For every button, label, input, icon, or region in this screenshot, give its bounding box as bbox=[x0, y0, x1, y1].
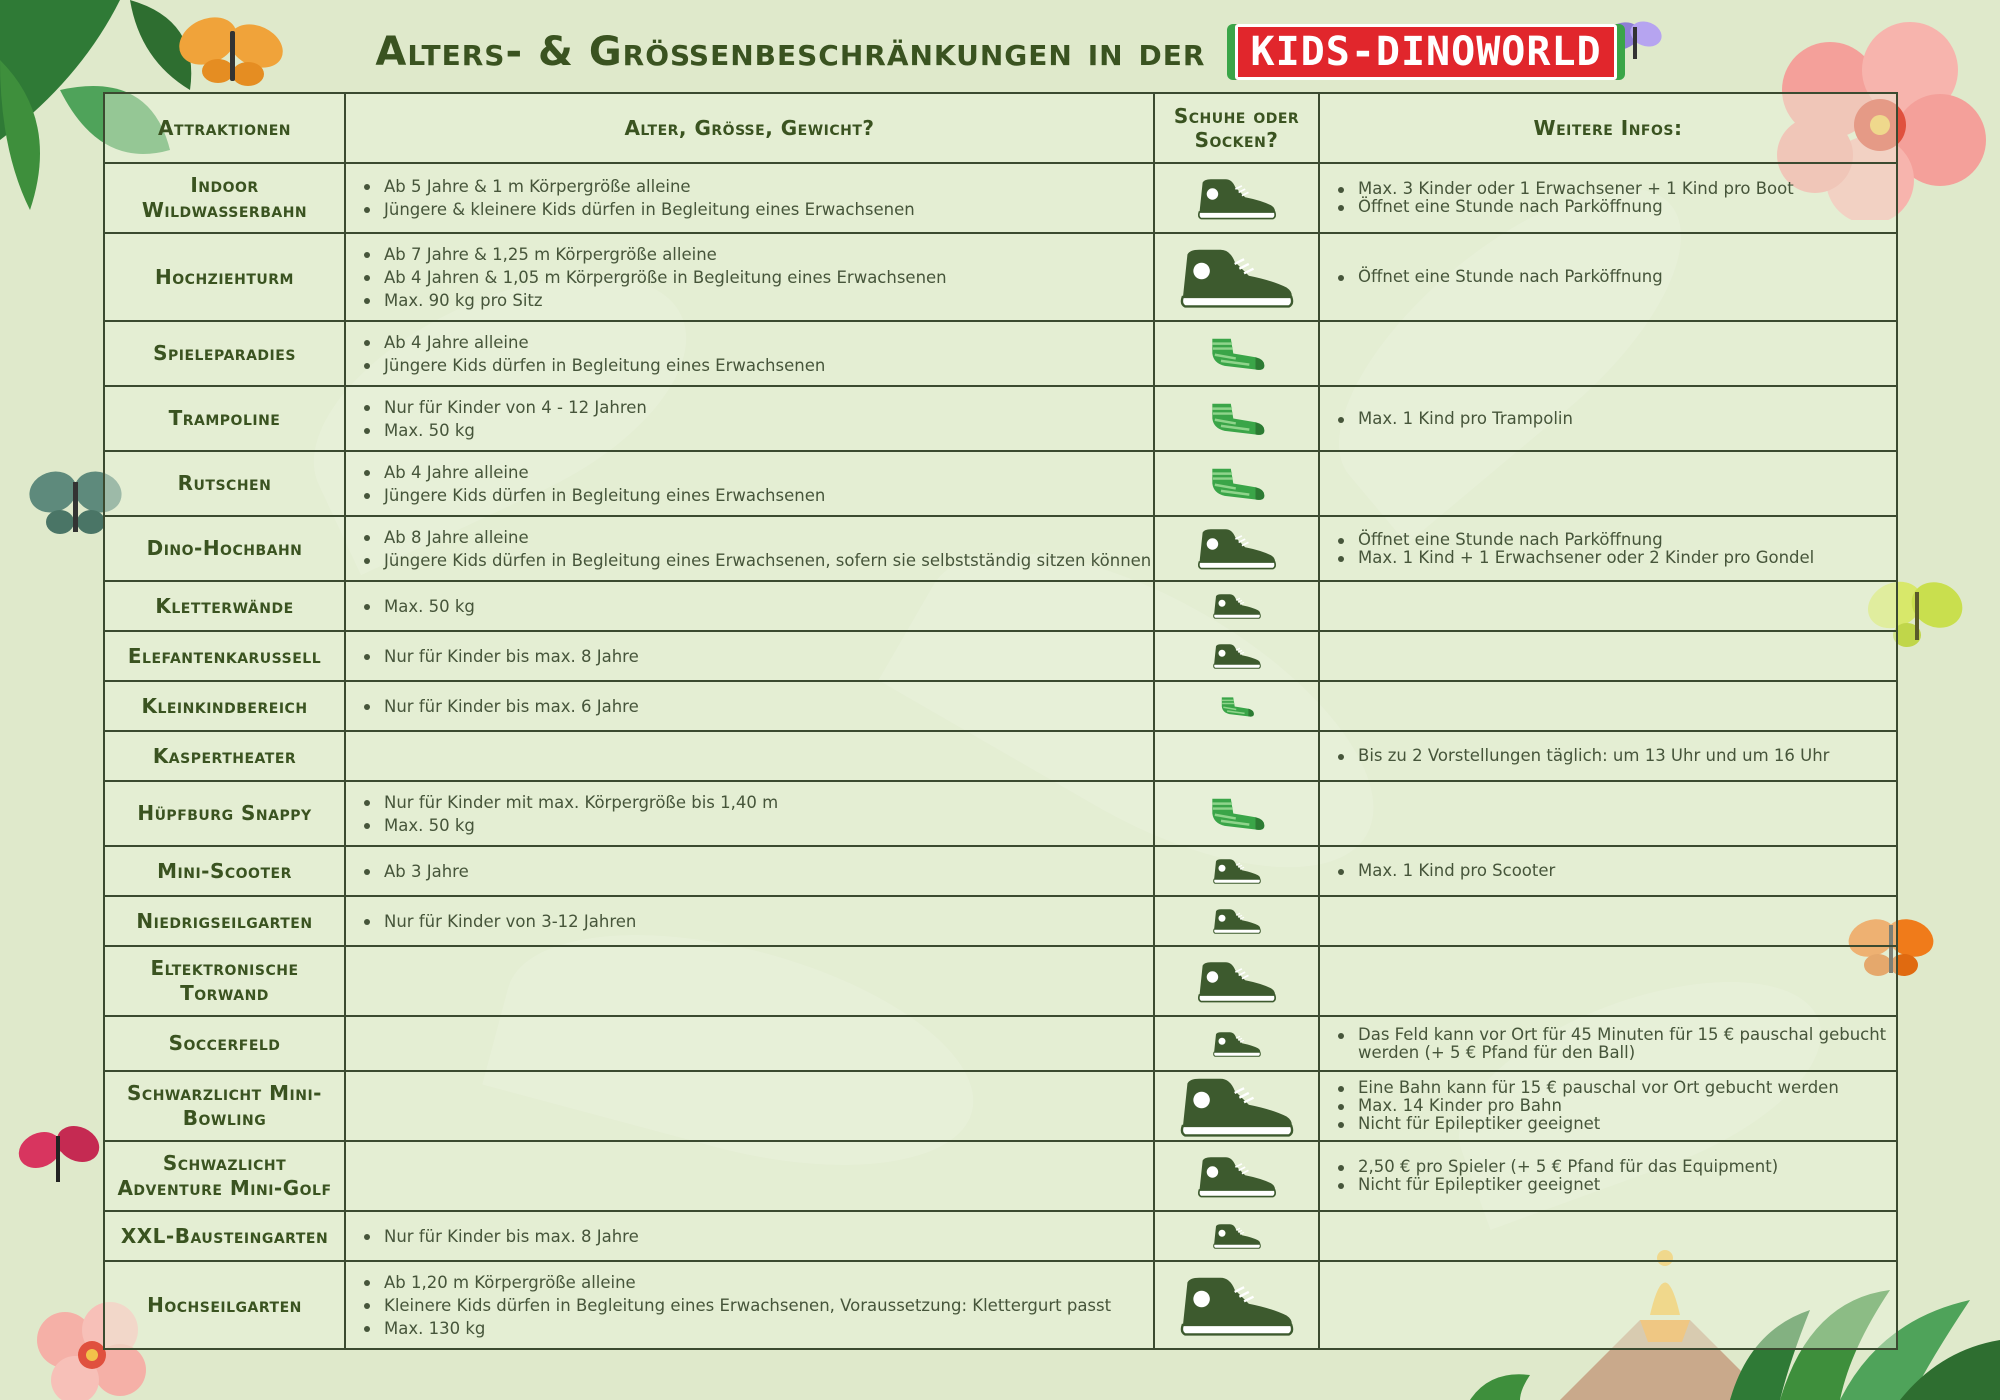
restrictions-cell bbox=[345, 846, 1154, 896]
sock-icon bbox=[1206, 803, 1268, 822]
table-row bbox=[104, 946, 1897, 1016]
sock-icon bbox=[1206, 473, 1268, 492]
restriction-item: Nur für Kinder bis max. 8 Jahre bbox=[364, 645, 1153, 668]
info-cell bbox=[1319, 321, 1897, 386]
header-restrictions: Alter, Größe, Gewicht? bbox=[345, 93, 1154, 163]
table-row bbox=[104, 1071, 1897, 1141]
shoe-icon bbox=[1196, 538, 1278, 557]
shoe-icon bbox=[1212, 1226, 1262, 1245]
restrictions-cell bbox=[345, 516, 1154, 581]
attraction-name: Hüpfburg Snappy bbox=[104, 781, 345, 846]
footwear-cell bbox=[1154, 1016, 1319, 1071]
table-row bbox=[104, 1016, 1897, 1071]
footwear-cell bbox=[1154, 731, 1319, 781]
info-item: Max. 14 Kinder pro Bahn bbox=[1338, 1097, 1896, 1115]
attraction-name: Dino-Hochbahn bbox=[104, 516, 345, 581]
info-item: Max. 1 Kind pro Scooter bbox=[1338, 862, 1896, 880]
restrictions-cell bbox=[345, 163, 1154, 233]
restriction-item: Max. 50 kg bbox=[364, 595, 1153, 618]
info-cell bbox=[1319, 781, 1897, 846]
info-cell bbox=[1319, 731, 1897, 781]
table-row bbox=[104, 731, 1897, 781]
info-cell bbox=[1319, 451, 1897, 516]
shoe-icon bbox=[1212, 1033, 1262, 1052]
kids-dinoworld-logo bbox=[1227, 24, 1624, 80]
info-item: Das Feld kann vor Ort für 45 Minuten für 15 € pauschal gebucht werden (+ 5 € Pfand für den Ball) bbox=[1338, 1026, 1896, 1062]
footwear-cell bbox=[1154, 846, 1319, 896]
restriction-item: Kleinere Kids dürfen in Begleitung eines Erwachsenen, Voraussetzung: Klettergurt passt bbox=[364, 1294, 1153, 1317]
info-cell bbox=[1319, 163, 1897, 233]
restriction-item: Ab 4 Jahren & 1,05 m Körpergröße in Begleitung eines Erwachsenen bbox=[364, 266, 1153, 289]
footwear-cell bbox=[1154, 1261, 1319, 1349]
info-item: Bis zu 2 Vorstellungen täglich: um 13 Uhr und um 16 Uhr bbox=[1338, 747, 1896, 765]
restrictions-cell bbox=[345, 1141, 1154, 1211]
table-row bbox=[104, 321, 1897, 386]
attraction-name: Niedrigseilgarten bbox=[104, 896, 345, 946]
info-cell bbox=[1319, 846, 1897, 896]
attraction-name: Spieleparadies bbox=[104, 321, 345, 386]
shoe-icon bbox=[1196, 971, 1278, 990]
info-cell bbox=[1319, 386, 1897, 451]
footwear-cell bbox=[1154, 516, 1319, 581]
attractions-table bbox=[103, 92, 1898, 1350]
footwear-cell bbox=[1154, 781, 1319, 846]
restriction-item: Ab 4 Jahre alleine bbox=[364, 331, 1153, 354]
info-cell bbox=[1319, 1211, 1897, 1261]
info-item: Nicht für Epileptiker geeignet bbox=[1338, 1176, 1896, 1194]
page-title: Alters- & Größenbeschränkungen in der bbox=[375, 29, 1206, 75]
table-row bbox=[104, 1141, 1897, 1211]
footwear-cell bbox=[1154, 233, 1319, 321]
restrictions-cell bbox=[345, 233, 1154, 321]
shoe-icon bbox=[1178, 267, 1296, 286]
attraction-name: Kaspertheater bbox=[104, 731, 345, 781]
header-footwear: Schuhe oder Socken? bbox=[1154, 93, 1319, 163]
info-item: Öffnet eine Stunde nach Parköffnung bbox=[1338, 268, 1896, 286]
info-item: Öffnet eine Stunde nach Parköffnung bbox=[1338, 531, 1896, 549]
attraction-name: Schwarzlicht Mini-Bowling bbox=[104, 1071, 345, 1141]
footwear-cell bbox=[1154, 321, 1319, 386]
attraction-name: Trampoline bbox=[104, 386, 345, 451]
table-row bbox=[104, 1261, 1897, 1349]
info-cell bbox=[1319, 1261, 1897, 1349]
shoe-icon bbox=[1212, 596, 1262, 615]
table-row bbox=[104, 846, 1897, 896]
restrictions-cell bbox=[345, 731, 1154, 781]
attraction-name: Kleinkindbereich bbox=[104, 681, 345, 731]
table-row bbox=[104, 163, 1897, 233]
attraction-name: Rutschen bbox=[104, 451, 345, 516]
table-row bbox=[104, 581, 1897, 631]
shoe-icon bbox=[1178, 1096, 1296, 1115]
attraction-name: Indoor Wildwasserbahn bbox=[104, 163, 345, 233]
restriction-item: Nur für Kinder von 3-12 Jahren bbox=[364, 910, 1153, 933]
shoe-icon bbox=[1212, 861, 1262, 880]
info-cell bbox=[1319, 516, 1897, 581]
butterfly-pink-icon bbox=[14, 1118, 104, 1194]
restriction-item: Max. 50 kg bbox=[364, 814, 1153, 837]
info-item: Eine Bahn kann für 15 € pauschal vor Ort gebucht werden bbox=[1338, 1079, 1896, 1097]
restriction-item: Jüngere Kids dürfen in Begleitung eines Erwachsenen, sofern sie selbstständig sitzen können bbox=[364, 549, 1153, 572]
restriction-item: Ab 4 Jahre alleine bbox=[364, 461, 1153, 484]
info-item: Max. 1 Kind + 1 Erwachsener oder 2 Kinder pro Gondel bbox=[1338, 549, 1896, 567]
restriction-item: Ab 5 Jahre & 1 m Körpergröße alleine bbox=[364, 175, 1153, 198]
restriction-item: Ab 1,20 m Körpergröße alleine bbox=[364, 1271, 1153, 1294]
footwear-cell bbox=[1154, 386, 1319, 451]
restriction-item: Max. 50 kg bbox=[364, 419, 1153, 442]
table-row bbox=[104, 896, 1897, 946]
restriction-item: Nur für Kinder bis max. 6 Jahre bbox=[364, 695, 1153, 718]
sock-icon bbox=[1206, 343, 1268, 362]
restrictions-cell bbox=[345, 1071, 1154, 1141]
restriction-item: Jüngere & kleinere Kids dürfen in Begleitung eines Erwachsenen bbox=[364, 198, 1153, 221]
restrictions-cell bbox=[345, 1211, 1154, 1261]
table-row bbox=[104, 233, 1897, 321]
header-info: Weitere Infos: bbox=[1319, 93, 1897, 163]
info-cell bbox=[1319, 681, 1897, 731]
table-row bbox=[104, 1211, 1897, 1261]
table-row bbox=[104, 681, 1897, 731]
restrictions-cell bbox=[345, 896, 1154, 946]
footwear-cell bbox=[1154, 946, 1319, 1016]
info-cell bbox=[1319, 1141, 1897, 1211]
attraction-name: Hochziehturm bbox=[104, 233, 345, 321]
info-item: Öffnet eine Stunde nach Parköffnung bbox=[1338, 198, 1896, 216]
attraction-name: Soccerfeld bbox=[104, 1016, 345, 1071]
table-row bbox=[104, 516, 1897, 581]
attraction-name: Kletterwände bbox=[104, 581, 345, 631]
restrictions-cell bbox=[345, 1016, 1154, 1071]
shoe-icon bbox=[1196, 1166, 1278, 1185]
info-cell bbox=[1319, 896, 1897, 946]
info-cell bbox=[1319, 1071, 1897, 1141]
restrictions-cell bbox=[345, 946, 1154, 1016]
table-header-row bbox=[104, 93, 1897, 163]
footwear-cell bbox=[1154, 896, 1319, 946]
restriction-item: Max. 130 kg bbox=[364, 1317, 1153, 1340]
footwear-cell bbox=[1154, 1211, 1319, 1261]
restriction-item: Jüngere Kids dürfen in Begleitung eines Erwachsenen bbox=[364, 354, 1153, 377]
attraction-name: Mini-Scooter bbox=[104, 846, 345, 896]
header-attraction: Attraktionen bbox=[104, 93, 345, 163]
attraction-name: XXL-Bausteingarten bbox=[104, 1211, 345, 1261]
footwear-cell bbox=[1154, 1071, 1319, 1141]
shoe-icon bbox=[1212, 911, 1262, 930]
restrictions-cell bbox=[345, 451, 1154, 516]
footwear-cell bbox=[1154, 1141, 1319, 1211]
restrictions-cell bbox=[345, 386, 1154, 451]
restrictions-cell bbox=[345, 581, 1154, 631]
attraction-name: Eltektronische Torwand bbox=[104, 946, 345, 1016]
attraction-name: Elefantenkarussell bbox=[104, 631, 345, 681]
restriction-item: Ab 7 Jahre & 1,25 m Körpergröße alleine bbox=[364, 243, 1153, 266]
restriction-item: Jüngere Kids dürfen in Begleitung eines Erwachsenen bbox=[364, 484, 1153, 507]
info-item: Max. 3 Kinder oder 1 Erwachsener + 1 Kind pro Boot bbox=[1338, 180, 1896, 198]
info-item: 2,50 € pro Spieler (+ 5 € Pfand für das Equipment) bbox=[1338, 1158, 1896, 1176]
restrictions-cell bbox=[345, 321, 1154, 386]
restrictions-cell bbox=[345, 681, 1154, 731]
attraction-name: Hochseilgarten bbox=[104, 1261, 345, 1349]
restrictions-cell bbox=[345, 631, 1154, 681]
sock-icon bbox=[1218, 696, 1256, 715]
header bbox=[0, 12, 2000, 92]
table-row bbox=[104, 451, 1897, 516]
logo-text: KIDS-DINOWORLD bbox=[1235, 24, 1616, 80]
restriction-item: Ab 8 Jahre alleine bbox=[364, 526, 1153, 549]
restriction-item: Max. 90 kg pro Sitz bbox=[364, 289, 1153, 312]
footwear-cell bbox=[1154, 581, 1319, 631]
restrictions-cell bbox=[345, 781, 1154, 846]
table-row bbox=[104, 631, 1897, 681]
info-cell bbox=[1319, 1016, 1897, 1071]
restriction-item: Nur für Kinder von 4 - 12 Jahren bbox=[364, 396, 1153, 419]
attraction-name: Schwazlicht Adventure Mini-Golf bbox=[104, 1141, 345, 1211]
restrictions-cell bbox=[345, 1261, 1154, 1349]
info-item: Nicht für Epileptiker geeignet bbox=[1338, 1115, 1896, 1133]
shoe-icon bbox=[1196, 188, 1278, 207]
shoe-icon bbox=[1212, 646, 1262, 665]
restriction-item: Nur für Kinder bis max. 8 Jahre bbox=[364, 1225, 1153, 1248]
footwear-cell bbox=[1154, 681, 1319, 731]
shoe-icon bbox=[1178, 1295, 1296, 1314]
info-item: Max. 1 Kind pro Trampolin bbox=[1338, 410, 1896, 428]
sock-icon bbox=[1206, 408, 1268, 427]
info-cell bbox=[1319, 581, 1897, 631]
restriction-item: Nur für Kinder mit max. Körpergröße bis 1,40 m bbox=[364, 791, 1153, 814]
footwear-cell bbox=[1154, 451, 1319, 516]
info-cell bbox=[1319, 631, 1897, 681]
table-row bbox=[104, 781, 1897, 846]
footwear-cell bbox=[1154, 163, 1319, 233]
info-cell bbox=[1319, 946, 1897, 1016]
table-row bbox=[104, 386, 1897, 451]
info-cell bbox=[1319, 233, 1897, 321]
footwear-cell bbox=[1154, 631, 1319, 681]
restriction-item: Ab 3 Jahre bbox=[364, 860, 1153, 883]
